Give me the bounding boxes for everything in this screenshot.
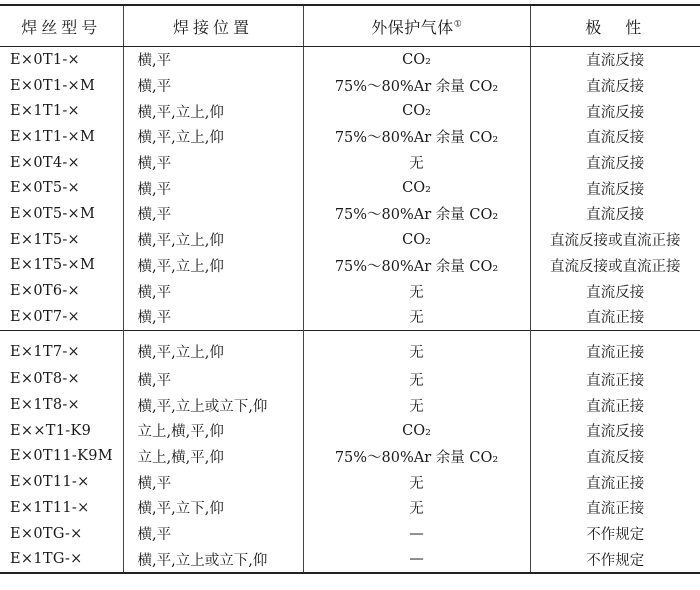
cell-position: 立上,横,平,仰 — [123, 444, 303, 470]
cell-gas: 75%～80%Ar 余量 CO₂ — [303, 124, 530, 150]
cell-polarity: 直流反接 — [530, 201, 700, 227]
cell-polarity: 直流反接或直流正接 — [530, 227, 700, 253]
cell-gas: 无 — [303, 367, 530, 393]
cell-position: 横,平 — [123, 469, 303, 495]
cell-model: E×0T1-×M — [10, 77, 96, 94]
cell-gas: 无 — [303, 495, 530, 521]
cell-polarity: 直流反接或直流正接 — [530, 253, 700, 279]
table-row — [0, 495, 700, 521]
cell-polarity: 直流正接 — [530, 469, 700, 495]
cell-position: 横,平,立上或立下,仰 — [123, 546, 303, 573]
cell-position: 横,平 — [123, 150, 303, 176]
cell-polarity: 直流反接 — [530, 444, 700, 470]
cell-polarity: 直流正接 — [530, 330, 700, 367]
cell-gas: — — [303, 546, 530, 573]
table-row — [0, 330, 700, 367]
cell-model: E×0T5-× — [10, 180, 81, 197]
cell-gas: 无 — [303, 278, 530, 304]
cell-gas: CO₂ — [303, 98, 530, 124]
header-gas-label: 外保护气体 — [371, 17, 454, 37]
cell-position: 横,平 — [123, 304, 303, 330]
cell-position: 横,平,立上,仰 — [123, 330, 303, 367]
cell-model: E×1T11-× — [10, 499, 90, 516]
cell-model: E×1TG-× — [0, 546, 123, 573]
cell-gas: 无 — [303, 150, 530, 176]
table-header — [0, 5, 700, 47]
cell-gas: 无 — [303, 469, 530, 495]
welding-wire-table — [0, 4, 700, 574]
header-model: 焊丝型号 — [0, 5, 123, 47]
header-position: 焊接位置 — [123, 5, 303, 47]
cell-polarity: 直流正接 — [530, 367, 700, 393]
cell-polarity: 直流反接 — [530, 47, 700, 73]
header-gas — [303, 5, 530, 47]
cell-polarity: 直流反接 — [530, 73, 700, 99]
cell-model: E×1T1-×M — [10, 128, 96, 145]
cell-position: 横,平 — [123, 73, 303, 99]
cell-model: E××T1-K9 — [10, 422, 92, 439]
table-row — [0, 253, 700, 279]
cell-gas: 无 — [303, 392, 530, 418]
cell-gas: CO₂ — [303, 47, 530, 73]
cell-position: 横,平,立上,仰 — [123, 98, 303, 124]
table-row — [0, 367, 700, 393]
cell-polarity: 直流反接 — [530, 418, 700, 444]
cell-gas: 75%～80%Ar 余量 CO₂ — [303, 444, 530, 470]
table-row — [0, 227, 700, 253]
cell-polarity: 直流反接 — [530, 278, 700, 304]
cell-polarity: 直流正接 — [530, 304, 700, 330]
cell-position: 横,平 — [123, 278, 303, 304]
cell-position: 横,平 — [123, 201, 303, 227]
cell-gas: 75%～80%Ar 余量 CO₂ — [303, 201, 530, 227]
table-row — [0, 124, 700, 150]
table-row — [0, 418, 700, 444]
cell-position: 横,平 — [123, 47, 303, 73]
cell-polarity: 直流反接 — [530, 175, 700, 201]
cell-model: E×0T5-×M — [10, 205, 96, 222]
cell-polarity: 直流正接 — [530, 392, 700, 418]
table-row — [0, 47, 700, 73]
table-row — [0, 98, 700, 124]
cell-gas: 无 — [303, 304, 530, 330]
cell-position: 横,平 — [123, 521, 303, 547]
table-body — [0, 47, 700, 574]
cell-model: E×1T5-× — [10, 231, 81, 248]
cell-model: E×0T6-× — [10, 283, 81, 300]
cell-gas: 75%～80%Ar 余量 CO₂ — [303, 73, 530, 99]
table-row — [0, 201, 700, 227]
cell-model: E×1T8-× — [10, 397, 81, 414]
cell-position: 横,平,立上,仰 — [123, 253, 303, 279]
table-row — [0, 469, 700, 495]
cell-polarity: 不作规定 — [530, 521, 700, 547]
cell-model: E×0TG-× — [10, 525, 83, 542]
table-row — [0, 392, 700, 418]
cell-model: E×0T7-× — [10, 308, 81, 325]
cell-gas: — — [303, 521, 530, 547]
cell-polarity: 直流反接 — [530, 98, 700, 124]
cell-polarity: 不作规定 — [530, 546, 700, 573]
table-row — [0, 444, 700, 470]
table-row — [0, 278, 700, 304]
table-row — [0, 521, 700, 547]
cell-model: E×0T4-× — [10, 154, 81, 171]
table-row — [0, 175, 700, 201]
cell-position: 横,平,立上,仰 — [123, 227, 303, 253]
cell-position: 立上,横,平,仰 — [123, 418, 303, 444]
cell-model: E×0T11-K9M — [10, 448, 113, 465]
cell-position: 横,平,立下,仰 — [123, 495, 303, 521]
cell-model: E×0T8-× — [10, 371, 81, 388]
cell-position: 横,平 — [123, 367, 303, 393]
table-row — [0, 304, 700, 330]
cell-gas: 75%～80%Ar 余量 CO₂ — [303, 253, 530, 279]
table-row — [0, 73, 700, 99]
cell-model: E×0T1-× — [10, 51, 81, 68]
header-polarity: 极 性 — [530, 5, 700, 47]
cell-gas: 无 — [303, 330, 530, 367]
cell-position: 横,平,立上或立下,仰 — [123, 392, 303, 418]
cell-polarity: 直流反接 — [530, 150, 700, 176]
cell-polarity: 直流正接 — [530, 495, 700, 521]
header-row — [0, 5, 700, 47]
table-row — [0, 546, 700, 573]
cell-model: E×1T1-× — [10, 103, 81, 120]
table-row — [0, 150, 700, 176]
header-gas-footnote: ① — [453, 19, 462, 30]
cell-model: E×1T7-× — [0, 330, 123, 367]
cell-model: E×1T5-×M — [10, 257, 96, 274]
cell-polarity: 直流反接 — [530, 124, 700, 150]
cell-model: E×0T11-× — [10, 474, 90, 491]
cell-gas: CO₂ — [303, 227, 530, 253]
cell-gas: CO₂ — [303, 175, 530, 201]
cell-position: 横,平,立上,仰 — [123, 124, 303, 150]
cell-position: 横,平 — [123, 175, 303, 201]
cell-gas: CO₂ — [303, 418, 530, 444]
